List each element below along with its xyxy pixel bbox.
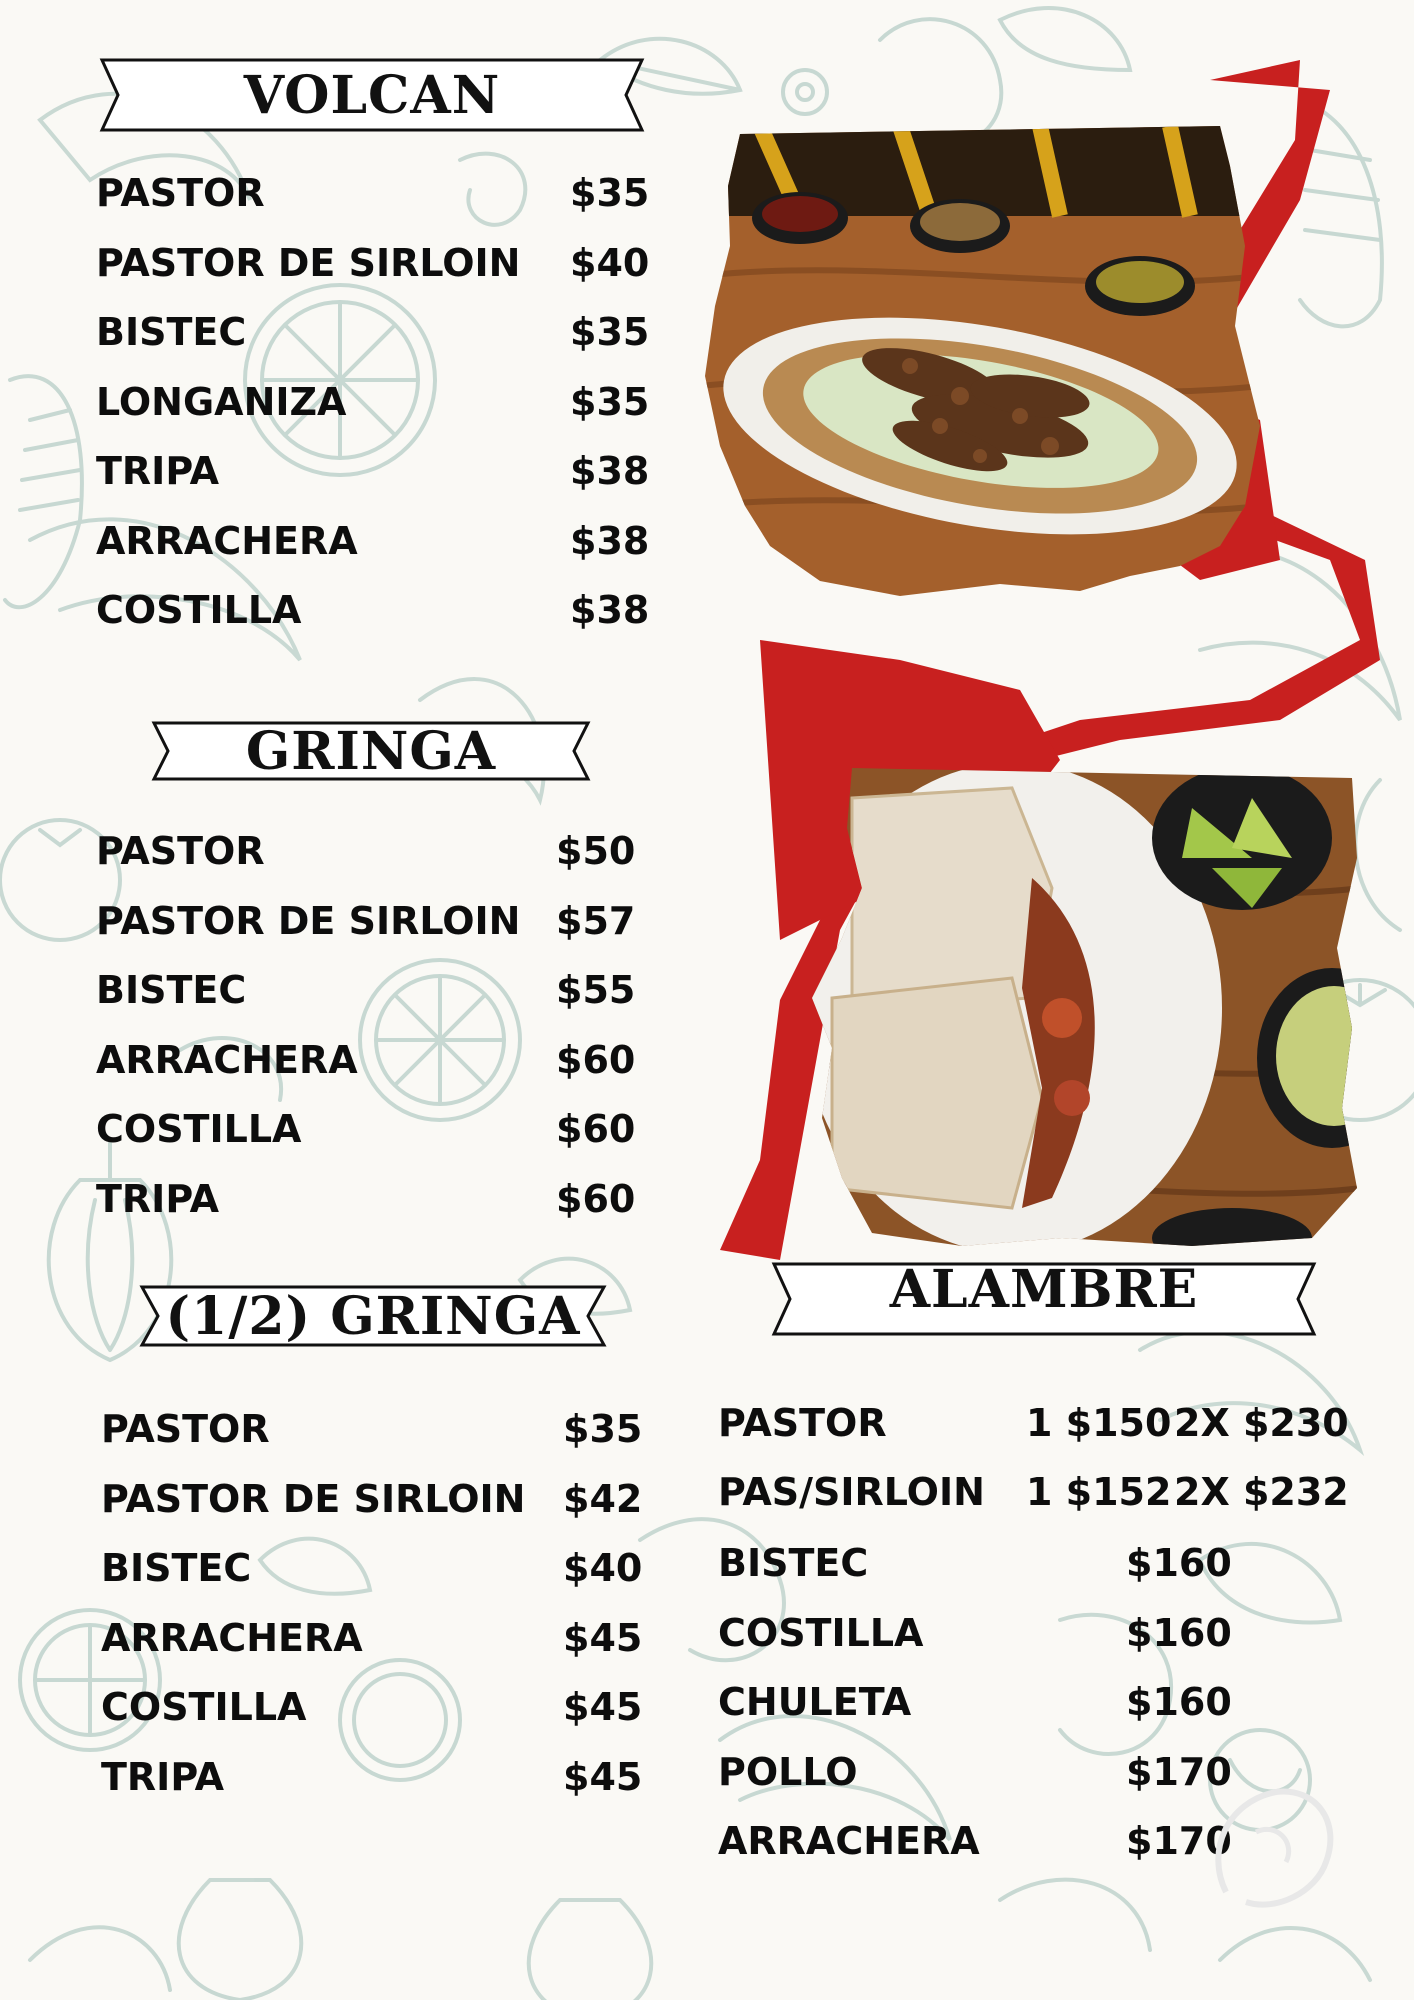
menu-item-price: $38: [570, 518, 650, 563]
menu-item: [96, 168, 680, 218]
menu-item: [101, 1474, 673, 1524]
menu-item-name: TRIPA: [96, 449, 220, 493]
menu-item-name: PASTOR DE SIRLOIN: [101, 1476, 526, 1521]
menu-item-price: $50: [556, 829, 636, 873]
menu-item-name: BISTEC: [718, 1541, 869, 1585]
menu-item: [718, 1816, 1238, 1866]
menu-item-price: $170: [1126, 1749, 1232, 1794]
gringa-photo: [812, 768, 1362, 1246]
menu-item-price: $160: [1126, 1680, 1232, 1724]
menu-item-name: PASTOR: [101, 1407, 270, 1451]
menu-item: [96, 307, 680, 357]
menu-item: [96, 1035, 666, 1085]
volcan-photo: [700, 126, 1260, 596]
menu-item-single-price: 1 $152: [1026, 1470, 1172, 1514]
logo-sketch-icon: [1196, 1772, 1346, 1922]
half-gringa-title: (1/2) GRINGA: [165, 1285, 581, 1347]
menu-item-price: $35: [563, 1407, 643, 1451]
menu-item: [96, 377, 680, 427]
menu-item: [718, 1467, 1348, 1517]
menu-item-name: COSTILLA: [96, 588, 302, 632]
menu-item: [101, 1752, 673, 1802]
menu-item-name: PASTOR: [96, 171, 265, 215]
menu-item-name: ARRACHERA: [101, 1615, 363, 1660]
menu-item: [96, 516, 680, 566]
menu-item-name: POLLO: [718, 1749, 858, 1794]
menu-item-price: $42: [563, 1476, 643, 1521]
menu-item-name: ARRACHERA: [718, 1819, 980, 1863]
menu-item-name: CHULETA: [718, 1680, 912, 1724]
menu-item-name: PASTOR: [718, 1401, 887, 1445]
menu-item-name: COSTILLA: [96, 1107, 302, 1151]
menu-item-price: $38: [570, 588, 650, 632]
menu-item-price: $45: [563, 1685, 643, 1729]
menu-item-name: COSTILLA: [101, 1685, 307, 1729]
menu-item-price: $35: [570, 379, 650, 424]
menu-item-double-price: 2X $230: [1174, 1401, 1349, 1445]
menu-item: [718, 1398, 1348, 1448]
alambre-title: ALAMBRE: [889, 1258, 1199, 1320]
menu-item-price: $60: [556, 1176, 636, 1221]
menu-item-price: $55: [556, 968, 636, 1012]
menu-item-name: TRIPA: [101, 1754, 225, 1799]
volcan-title: VOLCAN: [243, 64, 501, 126]
menu-item: [718, 1677, 1238, 1727]
volcan-banner: [96, 54, 648, 136]
menu-item-price: $45: [563, 1754, 643, 1799]
menu-item-name: BISTEC: [96, 968, 247, 1012]
menu-item-price: $40: [563, 1546, 643, 1590]
menu-item-price: $160: [1126, 1541, 1232, 1585]
menu-item: [101, 1404, 673, 1454]
menu-item-name: PASTOR: [96, 829, 265, 873]
menu-item-name: TRIPA: [96, 1176, 220, 1221]
menu-item-price: $60: [556, 1107, 636, 1151]
menu-item: [718, 1747, 1238, 1797]
gringa-title: GRINGA: [245, 720, 497, 782]
menu-item-price: $45: [563, 1615, 643, 1660]
menu-item-name: PASTOR DE SIRLOIN: [96, 240, 521, 285]
menu-item-price: $60: [556, 1037, 636, 1082]
menu-item: [101, 1543, 673, 1593]
menu-item: [96, 1104, 666, 1154]
menu-item: [718, 1538, 1238, 1588]
menu-item: [101, 1613, 673, 1663]
menu-item-name: COSTILLA: [718, 1610, 924, 1655]
menu-item-price: $170: [1126, 1819, 1232, 1863]
menu-item-double-price: 2X $232: [1174, 1470, 1349, 1514]
menu-item-price: $35: [570, 310, 650, 354]
menu-item-name: ARRACHERA: [96, 518, 358, 563]
menu-item: [96, 1174, 666, 1224]
menu-item: [96, 965, 666, 1015]
gringa-banner: [148, 718, 594, 784]
menu-item: [96, 585, 680, 635]
menu-item-name: LONGANIZA: [96, 379, 347, 424]
menu-item: [96, 826, 666, 876]
menu-item-name: PAS/SIRLOIN: [718, 1470, 985, 1514]
menu-item-price: $57: [556, 898, 636, 943]
half-gringa-banner: [136, 1282, 610, 1350]
menu-item-single-price: 1 $150: [1026, 1401, 1172, 1445]
menu-item: [96, 446, 680, 496]
menu-item-price: $40: [570, 240, 650, 285]
menu-item: [718, 1608, 1238, 1658]
alambre-banner: [768, 1258, 1320, 1340]
menu-item-name: BISTEC: [96, 310, 247, 354]
menu-item-price: $35: [570, 171, 650, 215]
menu-item-name: ARRACHERA: [96, 1037, 358, 1082]
menu-item-name: PASTOR DE SIRLOIN: [96, 898, 521, 943]
menu-item: [96, 896, 666, 946]
menu-item-price: $160: [1126, 1610, 1232, 1655]
menu-item: [101, 1682, 673, 1732]
menu-item-name: BISTEC: [101, 1546, 252, 1590]
menu-item-price: $38: [570, 449, 650, 493]
menu-item: [96, 238, 680, 288]
